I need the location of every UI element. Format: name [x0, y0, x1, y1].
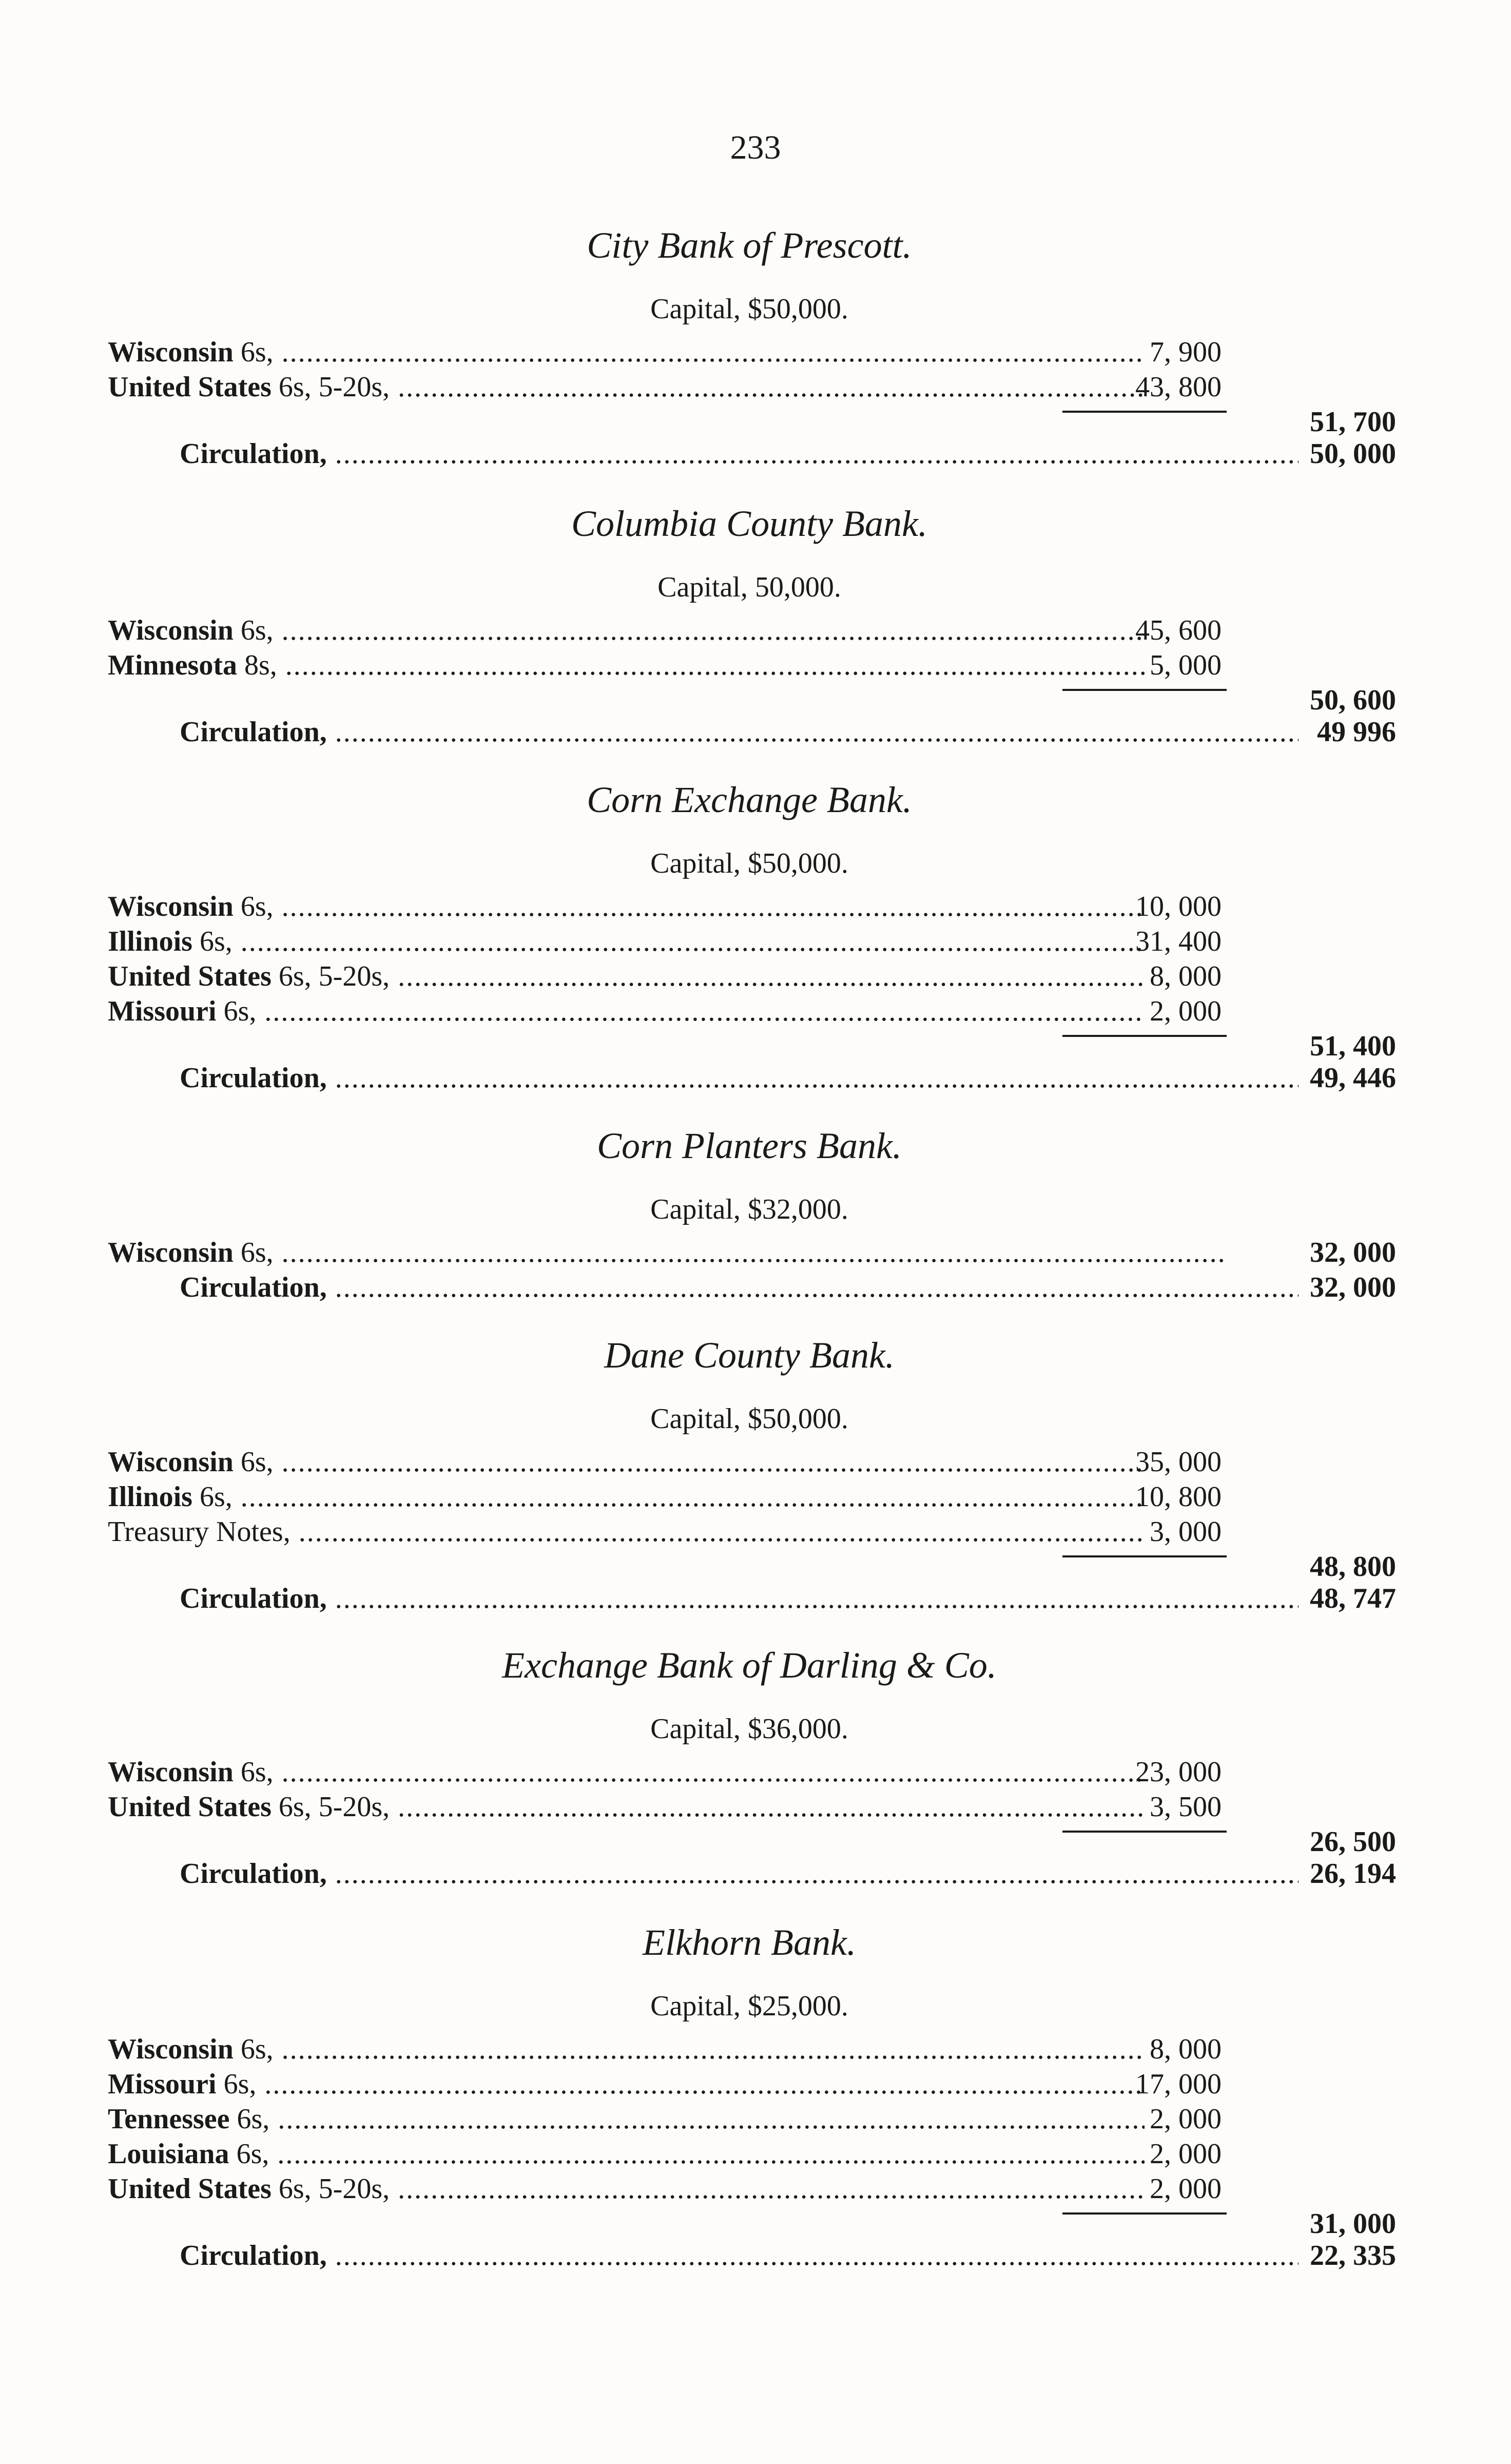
holding-amount: 2, 000 — [1150, 995, 1222, 1027]
holding-row — [103, 1479, 1396, 1514]
circulation-row — [103, 1270, 1396, 1305]
bond-type-text: 6s, — [240, 1446, 274, 1478]
holding-state — [108, 1755, 1145, 1789]
holding-amount: 17, 000 — [1135, 2068, 1222, 2100]
bond-type — [234, 614, 274, 646]
state-name: Wisconsin — [108, 1237, 234, 1268]
circulation-row — [103, 435, 1396, 472]
bond-type-text: 6s, — [240, 1237, 274, 1268]
state-name: United States — [108, 1791, 272, 1823]
bond-type — [192, 926, 233, 957]
subtotal-rule — [1062, 1831, 1227, 1833]
holding-state — [108, 994, 1145, 1029]
circulation-label: Circulation, ..... — [180, 2237, 1299, 2274]
holdings-total: 51, 700 — [1310, 406, 1396, 438]
holding-row — [103, 2032, 1396, 2067]
holding-row — [103, 889, 1396, 924]
circulation-value: 48, 747 — [1310, 1583, 1396, 1614]
circulation-row — [103, 1855, 1396, 1892]
bond-type-text: 6s, — [240, 336, 274, 368]
holding-amount: 8, 000 — [1150, 2033, 1222, 2065]
total-row — [103, 1549, 1396, 1583]
bank-elkhorn-bank — [103, 1918, 1396, 2274]
total-row — [103, 1029, 1396, 1062]
holding-state — [108, 889, 1145, 924]
holding-amount: 3, 500 — [1150, 1791, 1222, 1823]
bond-type — [272, 1791, 390, 1823]
holding-state — [108, 1789, 1145, 1824]
bond-type-text: 6s, 5-20s, — [278, 1791, 390, 1823]
holding-state — [108, 1479, 1145, 1514]
holding-amount: 5, 000 — [1150, 649, 1222, 681]
circulation-row — [103, 714, 1396, 750]
subtotal-rule — [1062, 2212, 1227, 2215]
state-name: Illinois — [108, 926, 192, 957]
state-name: United States — [108, 371, 272, 403]
bond-type — [237, 649, 277, 681]
circulation-label: Circulation, ..... — [180, 435, 1299, 472]
bank-corn-planters-bank — [103, 1121, 1396, 1305]
bond-type-text: 6s, — [240, 614, 274, 646]
bond-type — [272, 371, 390, 403]
bank-dane-county-bank — [103, 1331, 1396, 1617]
state-name: Wisconsin — [108, 2033, 234, 2065]
circulation-value: 49 996 — [1317, 716, 1396, 748]
holdings-total: 51, 400 — [1310, 1030, 1396, 1062]
bond-type-text: 6s, — [237, 2103, 270, 2135]
holding-row — [103, 1514, 1396, 1549]
bond-type — [217, 995, 257, 1027]
holding-row — [103, 335, 1396, 370]
holding-row — [103, 1445, 1396, 1479]
holding-amount: 32, 000 — [1310, 1237, 1396, 1268]
bank-title: Corn Exchange Bank. — [587, 779, 912, 820]
bond-type-text: 6s, — [240, 1756, 274, 1788]
holding-amount: 31, 400 — [1135, 926, 1222, 957]
subtotal-rule — [1062, 1035, 1227, 1037]
holding-state — [108, 2067, 1145, 2102]
holding-row — [103, 994, 1396, 1029]
circulation-value: 22, 335 — [1310, 2240, 1396, 2272]
holding-amount: 2, 000 — [1150, 2138, 1222, 2170]
holding-row — [103, 959, 1396, 994]
circulation-row — [103, 1580, 1396, 1617]
bond-type-text: 6s, — [223, 2068, 257, 2100]
holding-amount: 8, 000 — [1150, 960, 1222, 992]
bank-title: Dane County Bank. — [604, 1335, 895, 1376]
bank-title: City Bank of Prescott. — [587, 225, 912, 266]
bank-title: Elkhorn Bank. — [643, 1922, 856, 1963]
bond-type-text: 6s, 5-20s, — [278, 2173, 390, 2205]
bond-type-text: 6s, — [199, 926, 233, 957]
holding-state — [108, 1235, 1227, 1270]
circulation-label: Circulation, ..... — [180, 1855, 1299, 1892]
state-name: Wisconsin — [108, 1446, 234, 1478]
bond-type-text: 6s, — [240, 2033, 274, 2065]
state-name: United States — [108, 2173, 272, 2205]
circulation-row — [103, 1060, 1396, 1096]
bond-type — [234, 1756, 274, 1788]
holding-amount: 23, 000 — [1135, 1756, 1222, 1788]
bank-title: Corn Planters Bank. — [597, 1125, 902, 1166]
holding-amount: 10, 000 — [1135, 891, 1222, 922]
state-name: Louisiana — [108, 2138, 229, 2170]
bond-type-text: 6s, — [236, 2138, 269, 2170]
subtotal-rule — [1062, 1555, 1227, 1557]
holding-amount: 7, 900 — [1150, 336, 1222, 368]
total-row — [103, 1824, 1396, 1858]
holding-state — [108, 370, 1145, 405]
circulation-value: 50, 000 — [1310, 438, 1396, 470]
holding-row — [103, 2171, 1396, 2206]
holding-amount: 2, 000 — [1150, 2103, 1222, 2135]
bank-title: Columbia County Bank. — [571, 503, 927, 544]
holding-row — [103, 2102, 1396, 2136]
holding-state — [108, 1514, 1145, 1549]
bank-exchange-bank-of-darling — [103, 1641, 1396, 1892]
bank-capital: Capital, $25,000. — [650, 1990, 848, 2022]
holdings-total: 50, 600 — [1310, 684, 1396, 716]
holding-state — [108, 335, 1145, 370]
subtotal-rule — [1062, 689, 1227, 691]
holding-state — [108, 2171, 1145, 2206]
bond-type — [234, 1446, 274, 1478]
state-name: Wisconsin — [108, 614, 234, 646]
bank-capital: Capital, $36,000. — [650, 1713, 848, 1745]
bond-type — [230, 2103, 270, 2135]
holding-state — [108, 924, 1145, 959]
state-name: Tennessee — [108, 2103, 230, 2135]
circulation-label: Circulation, ..... — [180, 1270, 1299, 1305]
holdings-total: 48, 800 — [1310, 1551, 1396, 1583]
bond-type — [234, 891, 274, 922]
circulation-row — [103, 2237, 1396, 2274]
bank-capital: Capital, $50,000. — [650, 1403, 848, 1435]
bank-city-bank-of-prescott — [103, 221, 1396, 472]
holding-state — [108, 648, 1145, 683]
subtotal-rule — [1062, 411, 1227, 413]
holding-amount: 10, 800 — [1135, 1481, 1222, 1513]
holding-row — [103, 613, 1396, 648]
circulation-label: Circulation, ..... — [180, 1580, 1299, 1617]
bond-type — [234, 1237, 274, 1268]
bond-type-text: 6s, — [240, 891, 274, 922]
circulation-label: Circulation, ..... — [180, 1060, 1299, 1096]
bond-type — [234, 2033, 274, 2065]
holding-amount: 3, 000 — [1150, 1516, 1222, 1548]
holdings-total: 26, 500 — [1310, 1826, 1396, 1858]
total-row — [103, 405, 1396, 438]
bank-columbia-county-bank — [103, 499, 1396, 750]
bond-type — [229, 2138, 269, 2170]
holding-amount: 43, 800 — [1135, 371, 1222, 403]
bank-capital: Capital, 50,000. — [657, 571, 841, 603]
holding-amount: 2, 000 — [1150, 2173, 1222, 2205]
state-name: Illinois — [108, 1481, 192, 1513]
circulation-label: Circulation, ..... — [180, 714, 1299, 750]
state-name: Minnesota — [108, 649, 237, 681]
total-row — [103, 2206, 1396, 2240]
state-name: Missouri — [108, 995, 217, 1027]
bank-capital: Capital, $50,000. — [650, 848, 848, 879]
circulation-value: 49, 446 — [1310, 1062, 1396, 1094]
holding-row — [103, 1235, 1396, 1270]
holding-state — [108, 2136, 1145, 2171]
bond-type — [234, 336, 274, 368]
bond-type — [217, 2068, 257, 2100]
bond-type — [192, 1481, 233, 1513]
state-name: Missouri — [108, 2068, 217, 2100]
holding-row — [103, 2136, 1396, 2171]
state-name: Treasury Notes, — [108, 1516, 290, 1548]
state-name: United States — [108, 960, 272, 992]
bank-corn-exchange-bank — [103, 775, 1396, 1096]
bank-capital: Capital, $32,000. — [650, 1194, 848, 1225]
holding-state — [108, 959, 1145, 994]
bond-type-text: 8s, — [244, 649, 277, 681]
circulation-value: 32, 000 — [1310, 1272, 1396, 1303]
total-row — [103, 683, 1396, 716]
bond-type-text: 6s, 5-20s, — [278, 371, 390, 403]
holding-state — [108, 2032, 1145, 2067]
holding-state — [108, 613, 1145, 648]
holding-state — [108, 2102, 1145, 2136]
bond-type — [272, 2173, 390, 2205]
bond-type-text: 6s, 5-20s, — [278, 960, 390, 992]
holding-state — [108, 1445, 1145, 1479]
bond-type — [272, 960, 390, 992]
state-name: Wisconsin — [108, 1756, 234, 1788]
holding-row — [103, 1755, 1396, 1789]
bank-capital: Capital, $50,000. — [650, 293, 848, 325]
holding-amount: 35, 000 — [1135, 1446, 1222, 1478]
bond-type-text: 6s, — [223, 995, 257, 1027]
holding-row — [103, 924, 1396, 959]
bank-title: Exchange Bank of Darling & Co. — [502, 1645, 997, 1686]
holding-row — [103, 1789, 1396, 1824]
holding-amount: 45, 600 — [1135, 614, 1222, 646]
circulation-value: 26, 194 — [1310, 1858, 1396, 1890]
page-number: 233 — [730, 129, 781, 166]
state-name: Wisconsin — [108, 336, 234, 368]
holding-row — [103, 370, 1396, 405]
state-name: Wisconsin — [108, 891, 234, 922]
holding-row — [103, 2067, 1396, 2102]
holdings-total: 31, 000 — [1310, 2208, 1396, 2240]
bond-type-text: 6s, — [199, 1481, 233, 1513]
holding-row — [103, 648, 1396, 683]
